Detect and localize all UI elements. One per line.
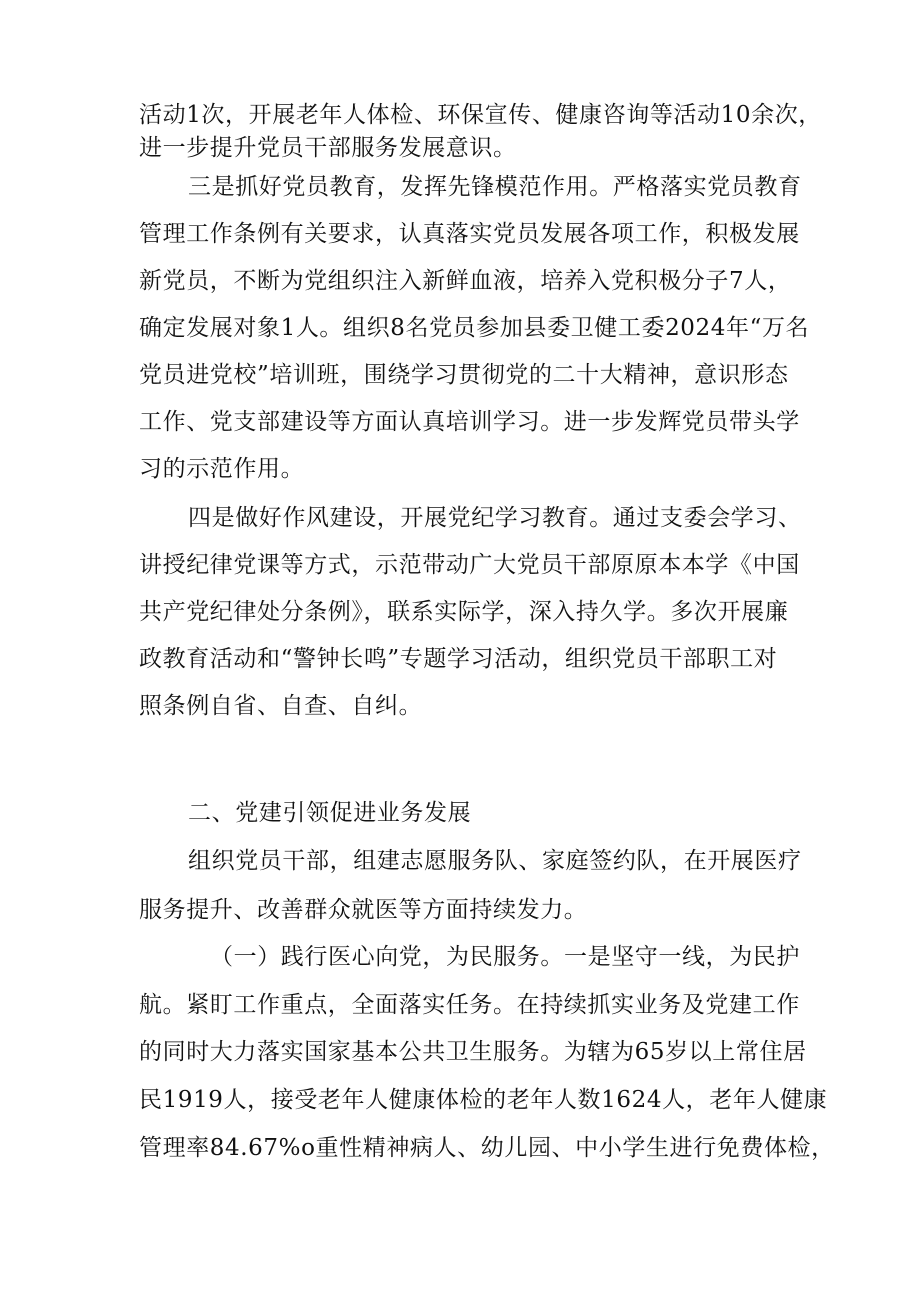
- paragraph-line: 管理率84.67%o重性精神病人、幼儿园、中小学生进行免费体检，: [139, 1135, 835, 1161]
- paragraph-line: 工作、党支部建设等方面认真培训学习。进一步发辉党员带头学: [139, 409, 800, 435]
- paragraph-line: 服务提升、改善群众就医等方面持续发力。: [139, 897, 588, 923]
- paragraph-line: 组织党员干部，组建志愿服务队、家庭签约队，在开展医疗: [188, 848, 802, 874]
- paragraph-line: 的同时大力落实国家基本公共卫生服务。为辖为65岁以上常住居: [139, 1039, 807, 1065]
- section-heading: 二、党建引领促进业务发展: [188, 800, 472, 826]
- paragraph-line: 航。紧盯工作重点，全面落实任务。在持续抓实业务及党建工作: [139, 992, 800, 1018]
- paragraph-line: 确定发展对象1人。组织8名党员参加县委卫健工委2024年“万名: [139, 315, 810, 341]
- paragraph-line: 照条例自省、自查、自纠。: [139, 693, 423, 719]
- paragraph-line: 习的示范作用。: [139, 456, 305, 482]
- paragraph-line: 进一步提升党员干部服务发展意识。: [139, 135, 517, 161]
- paragraph-line: 讲授纪律党课等方式，示范带动广大党员干部原原本本学《中国: [139, 552, 800, 578]
- paragraph-line: 新党员，不断为党组织注入新鲜血液，培养入党积极分子7人，: [139, 268, 792, 294]
- paragraph-line: 四是做好作风建设，开展党纪学习教育。通过支委会学习、: [188, 505, 802, 531]
- paragraph-line: 活动1次，开展老年人体检、环保宣传、健康咨询等活动10余次，: [139, 102, 822, 128]
- paragraph-line: 三是抓好党员教育，发挥先锋模范作用。严格落实党员教育: [188, 174, 802, 200]
- paragraph-line: 党员进党校”培训班，围绕学习贯彻党的二十大精神，意识形态: [139, 362, 789, 388]
- paragraph-line: 共产党纪律处分条例》，联系实际学，深入持久学。多次开展廉: [139, 599, 789, 625]
- paragraph-line: 管理工作条例有关要求，认真落实党员发展各项工作，积极发展: [139, 221, 800, 247]
- paragraph-line: 政教育活动和“警钟长鸣”专题学习活动，组织党员干部职工对: [139, 646, 778, 672]
- paragraph-line: 民1919人，接受老年人健康体检的老年人数1624人，老年人健康: [139, 1087, 828, 1113]
- paragraph-line: （一）践行医心向党，为民服务。一是坚守一线，为民护: [210, 944, 800, 970]
